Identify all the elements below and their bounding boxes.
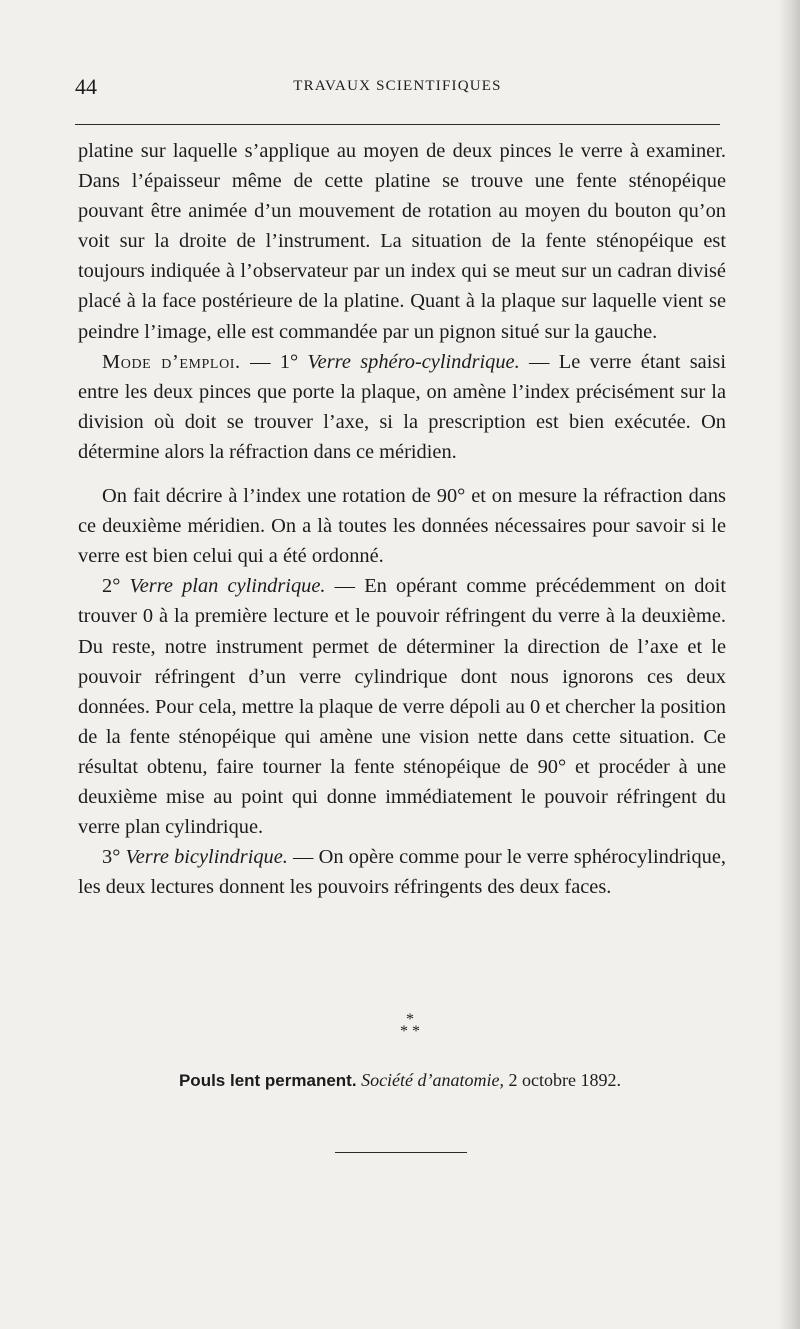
- page-number: 44: [75, 74, 97, 99]
- section-title-bold: Pouls lent permanent.: [178, 1071, 357, 1090]
- page-header: [75, 74, 720, 100]
- paragraph-bicylindrique: [78, 842, 726, 902]
- verre-bicyl-heading: Verre bicylindrique.: [125, 846, 288, 869]
- verre-plan-heading: Verre plan cylindrique.: [129, 575, 326, 598]
- asterism-bottom: * *: [400, 1023, 420, 1040]
- paragraph-plan-cylindrique: [78, 571, 726, 842]
- header-rule: [75, 124, 720, 125]
- mode-emploi-text: — Le verre étant saisi entre les deux pinces que porte la plaque, on amène l’index précisément sur la division où doit se trouver l’axe, si la prescription est bien exécutée. On détermine alors la réfraction dans ce méridien.: [78, 350, 726, 463]
- paragraph-mode-emploi: [78, 347, 726, 467]
- mode-emploi-number: — 1°: [240, 350, 308, 373]
- paragraph-rotation: On fait décrire à l’index une rotation de 90° et on mesure la réfraction dans ce deuxième méridien. On a là toutes les données nécessaires pour savoir si le verre est bien celui qui a été ordonné.: [78, 485, 726, 568]
- bicyl-text: — On opère comme pour le verre sphérocylindrique, les deux lectures donnent les pouvoirs réfringents des deux faces.: [78, 846, 727, 899]
- page-edge-shadow: [778, 0, 800, 1329]
- section-title: [0, 1070, 800, 1091]
- asterism-top: *: [406, 1011, 414, 1028]
- asterism-ornament: [380, 1011, 440, 1044]
- section-title-date: 2 octobre 1892.: [504, 1070, 622, 1090]
- footer-rule: [335, 1152, 467, 1153]
- verre-sphero-heading: Verre sphéro-cylindrique.: [307, 350, 520, 373]
- running-title: TRAVAUX SCIENTIFIQUES: [293, 78, 502, 94]
- bicyl-number: 3°: [102, 846, 126, 869]
- plan-text: — En opérant comme précédemment on doit trouver 0 à la première lecture et le pouvoir réfringent du verre à la deuxième. Du reste, notre instrument permet de déterminer la direction de l’axe et le pouvoir réfringent d’un verre cylindrique dont nous ignorons ces deux données. Pour cela, mettre la plaque de verre dépoli au 0 et chercher la position de la fente sténopéique qui amène une vision nette dans cette situation. Ce résultat obtenu, faire tourner la fente sténopéique de 90° et procéder à une deuxième mise au point qui donne immédiatement le pouvoir réfringent du verre plan cylindrique.: [78, 575, 727, 839]
- body-text: [78, 136, 726, 902]
- section-title-society: Société d’anatomie,: [361, 1070, 505, 1090]
- mode-emploi-heading: Mode d’emploi.: [102, 350, 241, 373]
- paragraph-1: platine sur laquelle s’applique au moyen de deux pinces le verre à examiner. Dans l’épaisseur même de cette platine se trouve une fente sténopéique pouvant être animée d’un mouvement de rotation au moyen du bouton qu’on voit sur la droite de l’instrument. La situation de la fente sténopéique est toujours indiquée à l’observateur par un index qui se meut sur un cadran divisé placé à la face postérieure de la platine. Quant à la plaque sur laquelle vient se peindre l’image, elle est commandée par un pignon situé sur la gauche.: [78, 140, 726, 343]
- plan-number: 2°: [102, 575, 130, 598]
